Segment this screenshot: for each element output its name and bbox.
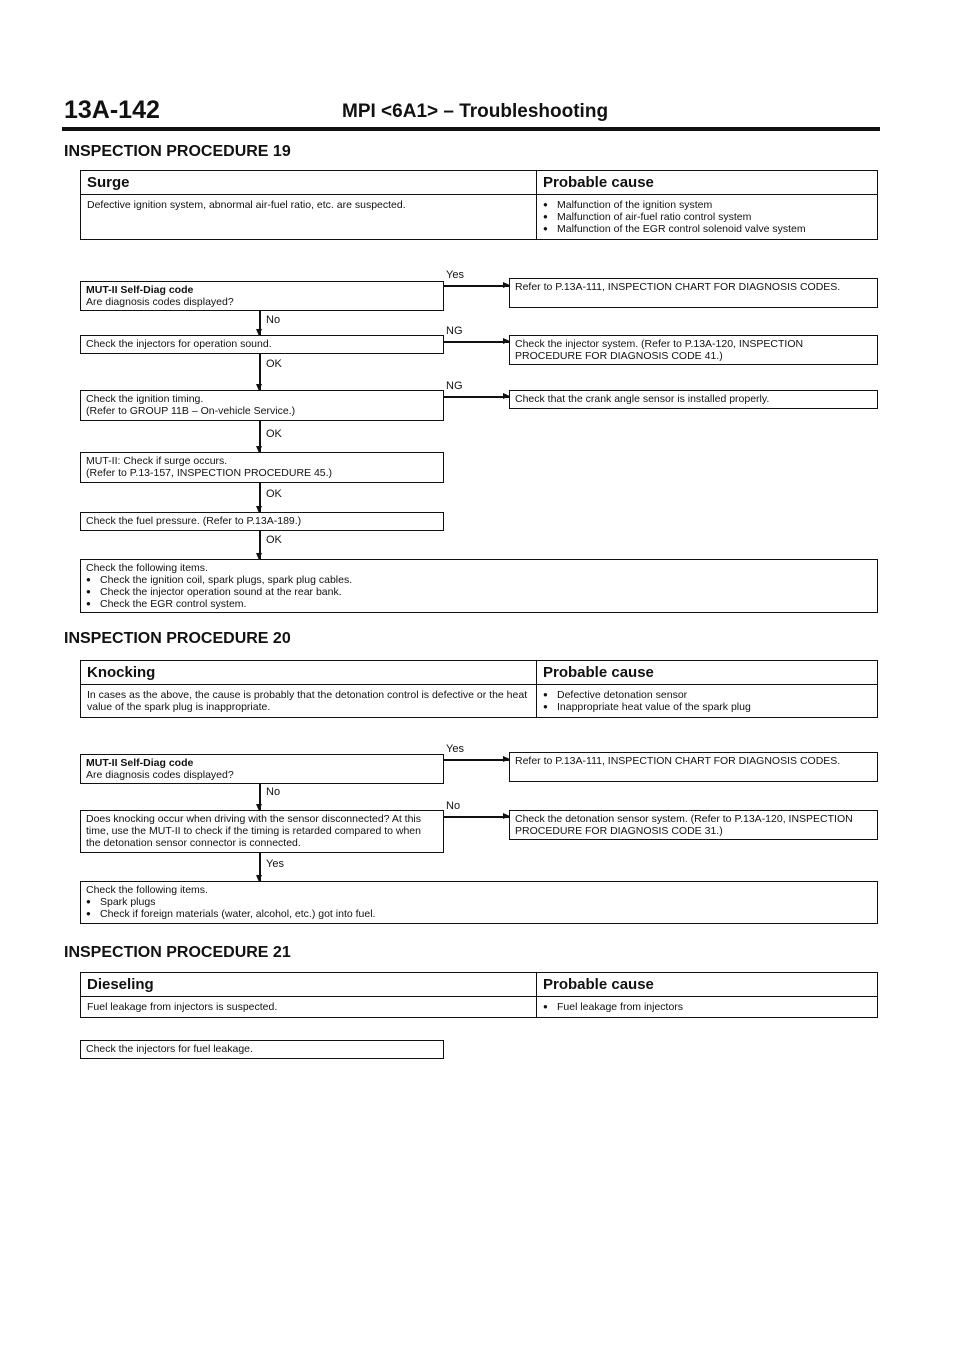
branch-result: Check the injector system. (Refer to P.13A-120, INSPECTION PROCEDURE FOR DIAGNOSIS CODE 41.) — [509, 335, 878, 365]
branch-arrow — [444, 285, 509, 287]
cause-item: ● Defective detonation sensor — [543, 689, 871, 701]
branch-arrow — [444, 396, 509, 398]
page-title: MPI <6A1> – Troubleshooting — [342, 101, 609, 122]
flow-label: OK — [266, 534, 282, 546]
final-item: ● Check the EGR control system. — [86, 598, 872, 610]
symptom-description: In cases as the above, the cause is probably that the detonation control is defective or the heat value of the spark plug is inappropriate. — [81, 685, 537, 717]
section-title-20: INSPECTION PROCEDURE 20 — [64, 630, 291, 647]
flow-label: No — [266, 786, 281, 798]
cause-header: Probable cause — [543, 174, 654, 191]
final-item: ● Check if foreign materials (water, alcohol, etc.) got into fuel. — [86, 908, 872, 920]
branch-result: Check that the crank angle sensor is installed properly. — [509, 390, 878, 409]
flow-step: Does knocking occur when driving with the sensor disconnected? At this time, use the MUT-II to check if the timing is retarded compared to when the detonation sensor connector is connected. — [80, 810, 444, 853]
section-title-19: INSPECTION PROCEDURE 19 — [64, 143, 291, 160]
branch-label: Yes — [446, 269, 464, 281]
branch-label: NG — [446, 380, 463, 392]
symptom-table-21 — [80, 972, 878, 1018]
flow-arrow — [259, 853, 261, 881]
branch-result: Refer to P.13A-111, INSPECTION CHART FOR DIAGNOSIS CODES. — [509, 752, 878, 782]
cause-item: ● Fuel leakage from injectors — [543, 1001, 871, 1013]
cause-header: Probable cause — [543, 664, 654, 681]
flow-step — [80, 281, 444, 311]
cause-item: ● Malfunction of air-fuel ratio control system — [543, 211, 871, 223]
cause-header: Probable cause — [543, 976, 654, 993]
step-text: Are diagnosis codes displayed? — [86, 769, 234, 781]
flow-label: OK — [266, 428, 282, 440]
symptom-table-20 — [80, 660, 878, 718]
step-text: (Refer to P.13-157, INSPECTION PROCEDURE 45.) — [86, 467, 333, 479]
flow-step — [80, 452, 444, 483]
branch-result: Check the detonation sensor system. (Refer to P.13A-120, INSPECTION PROCEDURE FOR DIAGNOSIS CODE 31.) — [509, 810, 878, 840]
flow-arrow — [259, 531, 261, 559]
flow-step: Check the fuel pressure. (Refer to P.13A-189.) — [80, 512, 444, 531]
branch-arrow — [444, 341, 509, 343]
cause-item: ● Malfunction of the EGR control solenoid valve system — [543, 223, 871, 235]
final-check-box — [80, 881, 878, 924]
step-title: MUT-II Self-Diag code — [86, 757, 194, 769]
symptom-table-19 — [80, 170, 878, 240]
section-title-21: INSPECTION PROCEDURE 21 — [64, 944, 291, 961]
final-title: Check the following items. — [86, 884, 208, 896]
branch-label: NG — [446, 325, 463, 337]
flow-arrow — [259, 784, 261, 810]
flow-arrow — [259, 311, 261, 335]
branch-arrow — [444, 759, 509, 761]
step-text: (Refer to GROUP 11B – On-vehicle Service.) — [86, 405, 296, 417]
branch-result: Refer to P.13A-111, INSPECTION CHART FOR DIAGNOSIS CODES. — [509, 278, 878, 308]
flow-label: No — [266, 314, 281, 326]
step-text: Are diagnosis codes displayed? — [86, 296, 234, 308]
branch-label: No — [446, 800, 461, 812]
final-title: Check the following items. — [86, 562, 208, 574]
branch-arrow — [444, 816, 509, 818]
step-title: MUT-II Self-Diag code — [86, 284, 194, 296]
flow-label: Yes — [266, 858, 284, 870]
flow-step: Check the injectors for fuel leakage. — [80, 1040, 444, 1059]
flow-arrow — [259, 421, 261, 452]
final-item: ● Check the injector operation sound at the rear bank. — [86, 586, 872, 598]
step-text: Check the ignition timing. — [86, 393, 204, 405]
flow-label: OK — [266, 488, 282, 500]
flow-step: Check the injectors for operation sound. — [80, 335, 444, 354]
step-text: MUT-II: Check if surge occurs. — [86, 455, 228, 467]
symptom-description: Defective ignition system, abnormal air-fuel ratio, etc. are suspected. — [81, 195, 537, 239]
final-item: ● Check the ignition coil, spark plugs, spark plug cables. — [86, 574, 872, 586]
final-item: ● Spark plugs — [86, 896, 872, 908]
branch-label: Yes — [446, 743, 464, 755]
flow-step — [80, 390, 444, 421]
final-check-box — [80, 559, 878, 613]
cause-item: ● Malfunction of the ignition system — [543, 199, 871, 211]
symptom-name: Dieseling — [81, 973, 537, 996]
cause-item: ● Inappropriate heat value of the spark plug — [543, 701, 871, 713]
flow-arrow — [259, 483, 261, 512]
header-rule — [62, 127, 880, 131]
symptom-name: Surge — [81, 171, 537, 194]
flow-arrow — [259, 354, 261, 390]
page-number: 13A-142 — [64, 96, 160, 124]
symptom-description: Fuel leakage from injectors is suspected. — [81, 997, 537, 1017]
symptom-name: Knocking — [81, 661, 537, 684]
flow-label: OK — [266, 358, 282, 370]
flow-step — [80, 754, 444, 784]
